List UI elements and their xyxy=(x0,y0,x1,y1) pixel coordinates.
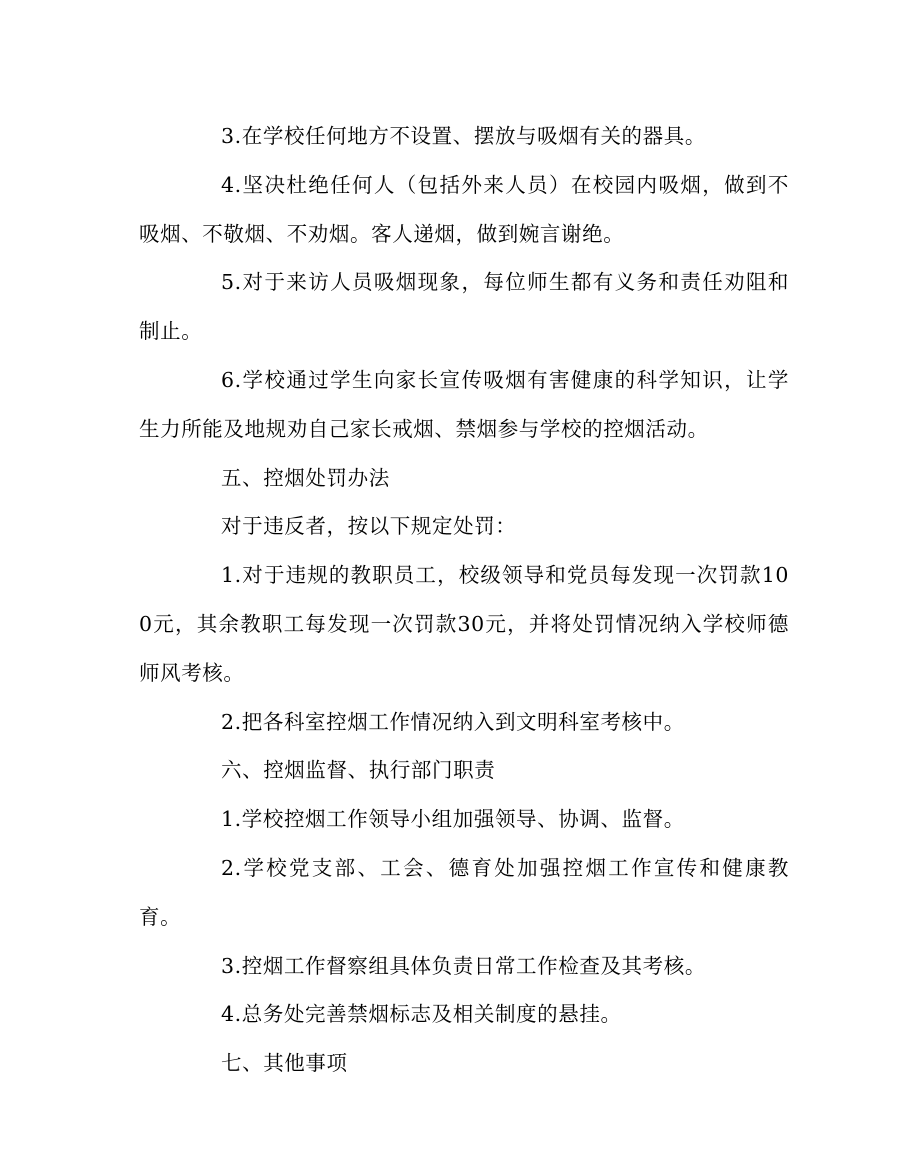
section-heading-other-matters: 七、其他事项 xyxy=(221,1051,348,1076)
paragraph-item-4-ban-smoking-campus: 4.坚决杜绝任何人（包括外来人员）在校园内吸烟，做到不吸烟、不敬烟、不劝烟。客人递烟，做到婉言谢绝。 xyxy=(139,172,789,246)
paragraph-penalty-2-department-review: 2.把各科室控烟工作情况纳入到文明科室考核中。 xyxy=(221,709,685,734)
document-body xyxy=(139,112,789,1088)
paragraph-penalty-intro: 对于违反者，按以下规定处罚： xyxy=(221,514,517,539)
paragraph-supervision-1: 1.学校控烟工作领导小组加强领导、协调、监督。 xyxy=(221,807,685,832)
paragraph-penalty-1-fines: 1.对于违规的教职员工，校级领导和党员每发现一次罚款100元，其余教职工每发现一次罚款30元，并将处罚情况纳入学校师德师风考核。 xyxy=(139,563,789,685)
section-heading-supervision: 六、控烟监督、执行部门职责 xyxy=(221,758,496,783)
section-heading-penalties: 五、控烟处罚办法 xyxy=(221,465,390,490)
paragraph-item-6-parent-education: 6.学校通过学生向家长宣传吸烟有害健康的科学知识，让学生力所能及地规劝自己家长戒烟、禁烟参与学校的控烟活动。 xyxy=(139,367,789,441)
paragraph-item-3-no-smoking-equipment: 3.在学校任何地方不设置、摆放与吸烟有关的器具。 xyxy=(221,124,706,148)
paragraph-supervision-4: 4.总务处完善禁烟标志及相关制度的悬挂。 xyxy=(221,1002,622,1027)
paragraph-item-5-visitor-smoking: 5.对于来访人员吸烟现象，每位师生都有义务和责任劝阻和制止。 xyxy=(139,270,789,344)
paragraph-supervision-3: 3.控烟工作督察组具体负责日常工作检查及其考核。 xyxy=(221,953,706,978)
paragraph-supervision-2: 2.学校党支部、工会、德育处加强控烟工作宣传和健康教育。 xyxy=(139,855,789,929)
